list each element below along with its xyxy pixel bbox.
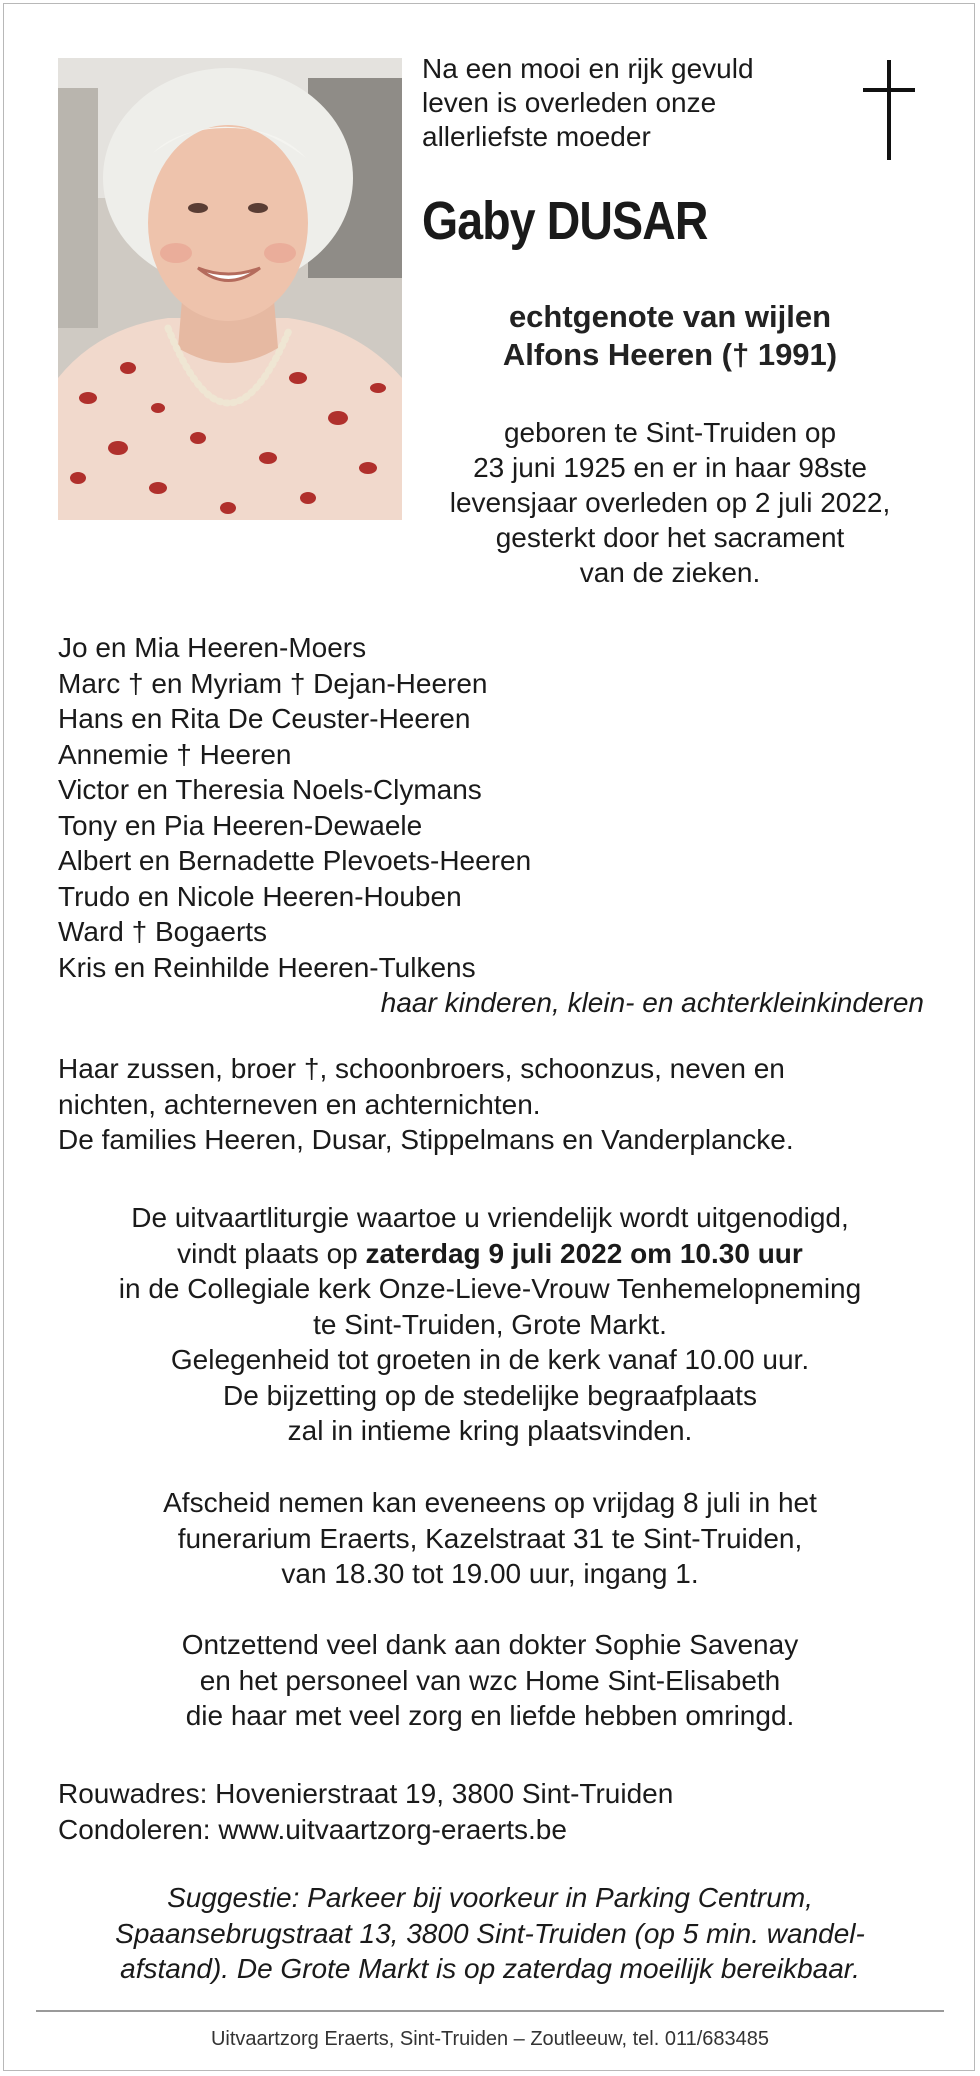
child-entry: Albert en Bernadette Plevoets-Heeren (58, 845, 532, 876)
footer-divider (36, 2010, 944, 2012)
portrait-photo (58, 58, 402, 520)
child-entry: Victor en Theresia Noels-Clymans (58, 774, 482, 805)
child-entry: Annemie † Heeren (58, 738, 292, 770)
child-entry: Marc † en Myriam † Dejan-Heeren (58, 667, 488, 699)
deceased-name: Gaby DUSAR (422, 191, 708, 251)
child-entry: Jo en Mia Heeren-Moers (58, 632, 367, 663)
child-entry: Trudo en Nicole Heeren-Houben (58, 880, 462, 912)
thanks-text (40, 1627, 940, 1734)
farewell-line: funerarium Eraerts, Kazelstraat 31 te Sint-Truiden, (177, 1522, 803, 1554)
child-entry: Tony en Pia Heeren-Dewaele (58, 809, 423, 841)
suggestion-line: Spaansebrugstraat 13, 3800 Sint-Truiden (op 5 min. wandel- (115, 1917, 865, 1949)
intro-line: Na een mooi en rijk gevuld (422, 53, 754, 84)
birth-line: geboren te Sint-Truiden op (503, 417, 837, 448)
suggestion-line: afstand). De Grote Markt is op zaterdag moeilijk bereikbaar. (120, 1953, 860, 1984)
funeral-line: Gelegenheid tot groeten in de kerk vanaf 10.00 uur. (170, 1344, 810, 1375)
children-list (58, 630, 924, 1021)
birth-line: gesterkt door het sacrament (495, 522, 845, 553)
funeral-details (40, 1200, 940, 1449)
cross-icon (860, 60, 918, 160)
children-tagline: haar kinderen, klein- en achterkleinkinderen (380, 987, 924, 1018)
parking-suggestion (40, 1880, 940, 1987)
thanks-line: die haar met veel zorg en liefde hebben omringd. (185, 1700, 795, 1731)
family-line: Haar zussen, broer †, schoonbroers, schoonzus, neven en (58, 1053, 785, 1084)
birth-line: van de zieken. (579, 557, 761, 588)
funeral-date: zaterdag 9 juli 2022 om 10.30 uur (365, 1237, 803, 1269)
funeral-line: De bijzetting op de stedelijke begraafplaats (223, 1379, 757, 1411)
family-line: De families Heeren, Dusar, Stippelmans en Vanderplancke. (58, 1124, 794, 1155)
child-entry: Ward † Bogaerts (58, 916, 268, 947)
funeral-date-prefix: vindt plaats op (177, 1237, 366, 1269)
intro-line: leven is overleden onze (422, 87, 717, 118)
child-entry: Hans en Rita De Ceuster-Heeren (58, 703, 471, 734)
condolence-link[interactable]: Condoleren: www.uitvaartzorg-eraerts.be (58, 1813, 567, 1845)
birth-death-text (422, 415, 918, 590)
farewell-details (40, 1485, 940, 1592)
spouse-text (422, 298, 918, 374)
family-line: nichten, achterneven en achternichten. (58, 1088, 541, 1120)
farewell-line: van 18.30 tot 19.00 uur, ingang 1. (281, 1558, 699, 1589)
thanks-line: en het personeel van wzc Home Sint-Elisabeth (199, 1664, 781, 1696)
child-entry: Kris en Reinhilde Heeren-Tulkens (58, 951, 476, 983)
suggestion-line: Suggestie: Parkeer bij voorkeur in Parking Centrum, (167, 1882, 813, 1913)
birth-line: levensjaar overleden op 2 juli 2022, (449, 487, 891, 518)
mourning-address: Rouwadres: Hovenierstraat 19, 3800 Sint-Truiden (58, 1778, 674, 1809)
farewell-line: Afscheid nemen kan eveneens op vrijdag 8 juli in het (163, 1487, 817, 1518)
address-block (58, 1776, 924, 1847)
spouse-line: Alfons Heeren († 1991) (502, 337, 838, 372)
thanks-line: Ontzettend veel dank aan dokter Sophie Savenay (181, 1629, 799, 1660)
intro-line: allerliefste moeder (422, 121, 651, 152)
funeral-line: in de Collegiale kerk Onze-Lieve-Vrouw Tenhemelopneming (118, 1273, 862, 1304)
funeral-line: zal in intieme kring plaatsvinden. (287, 1415, 693, 1446)
extended-family-text (58, 1051, 924, 1158)
funeral-line (40, 1236, 940, 1272)
funeral-home-footer: Uitvaartzorg Eraerts, Sint-Truiden – Zoutleeuw, tel. 011/683485 (210, 2028, 770, 2050)
intro-text (422, 52, 802, 154)
funeral-line: De uitvaartliturgie waartoe u vriendelijk wordt uitgenodigd, (131, 1202, 849, 1233)
spouse-line: echtgenote van wijlen (508, 299, 832, 334)
funeral-line: te Sint-Truiden, Grote Markt. (313, 1308, 667, 1340)
birth-line: 23 juni 1925 en er in haar 98ste (473, 452, 867, 483)
